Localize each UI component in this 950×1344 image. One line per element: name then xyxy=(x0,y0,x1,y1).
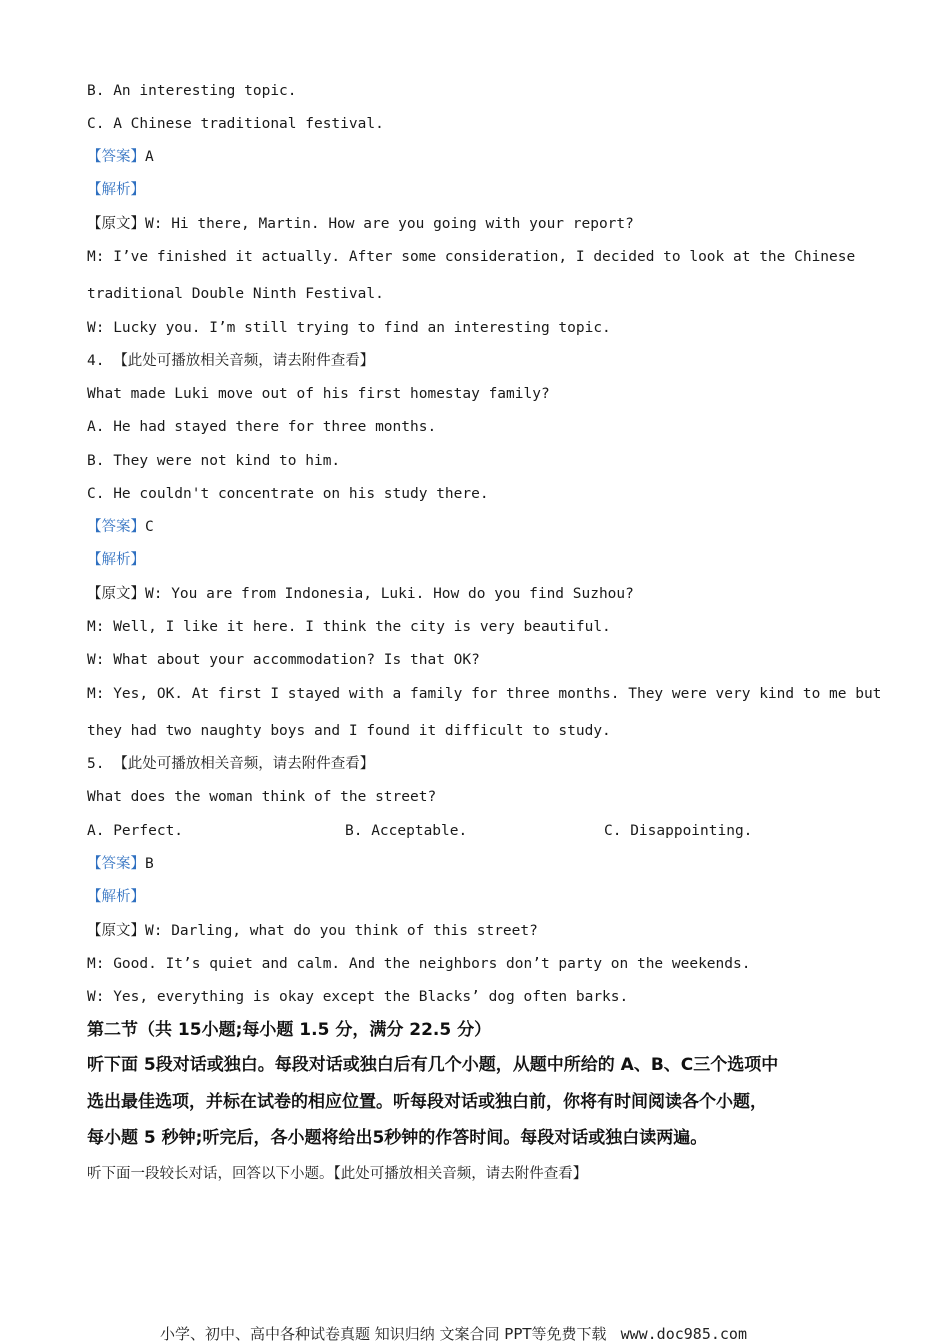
answer-tag: 【答案】 xyxy=(87,519,145,535)
answer-value: B xyxy=(145,856,154,872)
transcript-line: M: Well, I like it here. I think the city is very beautiful. xyxy=(87,619,611,635)
answer-value: A xyxy=(145,149,154,165)
transcript-line: 【原文】W: Hi there, Martin. How are you going with your report? xyxy=(87,216,634,232)
option-c-q4: C. He couldn't concentrate on his study there. xyxy=(87,486,489,502)
answer-tag: 【答案】 xyxy=(87,856,145,872)
page-footer xyxy=(160,1324,747,1344)
analysis-tag-q5: 【解析】 xyxy=(87,889,145,905)
option-c-q3: C. A Chinese traditional festival. xyxy=(87,116,384,132)
section-instructions: 选出最佳选项，并标在试卷的相应位置。听每段对话或独白前，你将有时间阅读各个小题， xyxy=(87,1092,767,1112)
answer-q5 xyxy=(87,854,154,874)
transcript-line: 【原文】W: You are from Indonesia, Luki. How do you find Suzhou? xyxy=(87,586,634,602)
answer-q3 xyxy=(87,147,154,167)
transcript-line: M: I’ve finished it actually. After some consideration, I decided to look at the Chinese xyxy=(87,249,856,265)
answer-tag: 【答案】 xyxy=(87,149,145,165)
transcript-line: W: Yes, everything is okay except the Blacks’ dog often barks. xyxy=(87,989,629,1005)
footer-text: 小学、初中、高中各种试卷真题 知识归纳 文案合同 PPT等免费下载 xyxy=(160,1325,607,1343)
transcript-line: W: What about your accommodation? Is that OK? xyxy=(87,652,480,668)
option-b-q3: B. An interesting topic. xyxy=(87,83,297,99)
option-a-q4: A. He had stayed there for three months. xyxy=(87,419,437,435)
option-b-q4: B. They were not kind to him. xyxy=(87,453,341,469)
question-5-text: What does the woman think of the street? xyxy=(87,789,437,805)
listening-prompt: 听下面一段较长对话，回答以下小题。【此处可播放相关音频，请去附件查看】 xyxy=(87,1166,588,1182)
footer-url[interactable]: www.doc985.com xyxy=(620,1325,747,1343)
transcript-line: M: Yes, OK. At first I stayed with a family for three months. They were very kind to me but xyxy=(87,686,882,702)
answer-value: C xyxy=(145,519,154,535)
option-c-q5: C. Disappointing. xyxy=(604,823,753,839)
question-5-audio-note: 5. 【此处可播放相关音频，请去附件查看】 xyxy=(87,756,375,772)
section-heading: 第二节（共 15小题;每小题 1.5 分，满分 22.5 分） xyxy=(87,1020,492,1040)
option-a-q5: A. Perfect. xyxy=(87,823,184,839)
transcript-line: traditional Double Ninth Festival. xyxy=(87,286,384,302)
analysis-tag-q4: 【解析】 xyxy=(87,552,145,568)
section-instructions: 每小题 5 秒钟;听完后，各小题将给出5秒钟的作答时间。每段对话或独白读两遍。 xyxy=(87,1128,708,1148)
question-4-text: What made Luki move out of his first homestay family? xyxy=(87,386,550,402)
transcript-line: 【原文】W: Darling, what do you think of this street? xyxy=(87,923,538,939)
analysis-tag-q3: 【解析】 xyxy=(87,182,145,198)
question-4-audio-note: 4. 【此处可播放相关音频，请去附件查看】 xyxy=(87,353,375,369)
transcript-line: W: Lucky you. I’m still trying to find an interesting topic. xyxy=(87,320,611,336)
answer-q4 xyxy=(87,517,154,537)
option-b-q5: B. Acceptable. xyxy=(345,823,468,839)
transcript-line: M: Good. It’s quiet and calm. And the neighbors don’t party on the weekends. xyxy=(87,956,751,972)
transcript-line: they had two naughty boys and I found it difficult to study. xyxy=(87,723,611,739)
section-instructions: 听下面 5段对话或独白。每段对话或独白后有几个小题，从题中所给的 A、B、C三个选项中 xyxy=(87,1055,779,1075)
